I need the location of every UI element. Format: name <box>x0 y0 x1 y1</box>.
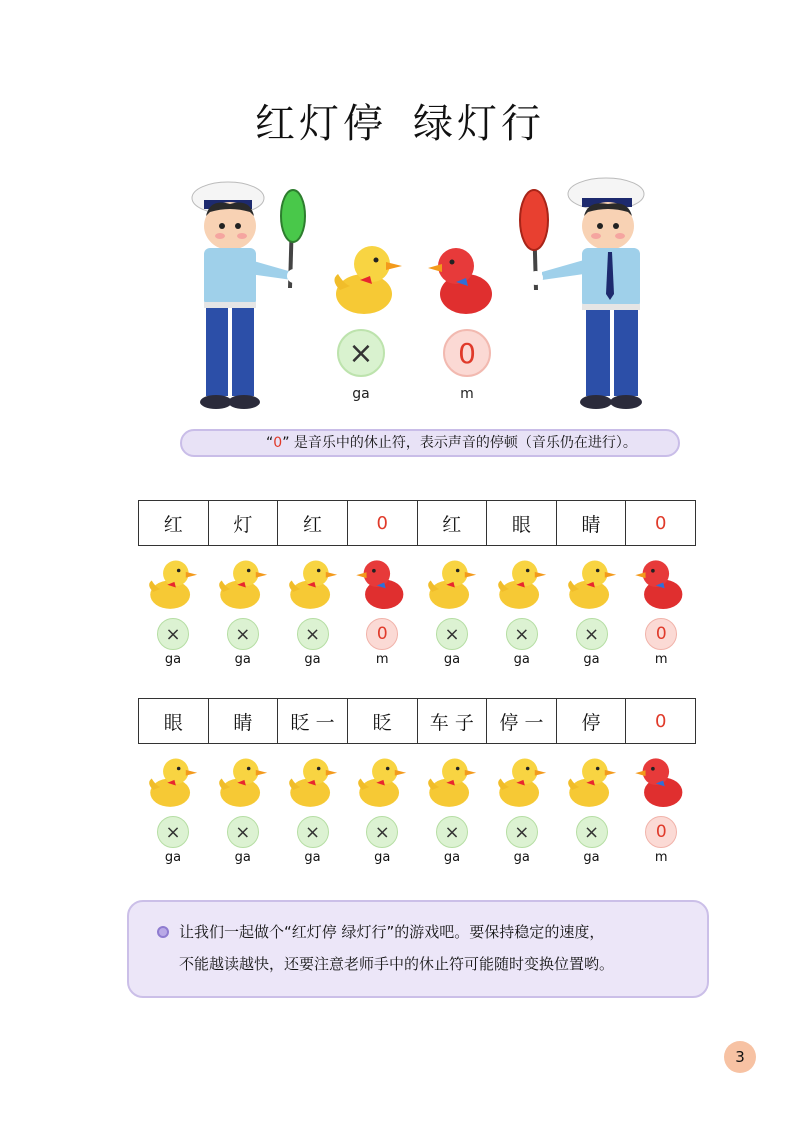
sound-beat <box>208 754 278 865</box>
rest-cell: 0 <box>347 501 417 546</box>
go-beat-circle: × <box>576 816 608 848</box>
yellow-duck-icon <box>425 754 479 810</box>
rest-beat <box>626 556 696 667</box>
rest-symbol-note <box>180 429 680 457</box>
go-beat-circle: × <box>436 618 468 650</box>
word-cell: 眼 <box>139 699 209 744</box>
police-officer-red-sign-illustration <box>512 168 652 416</box>
yellow-duck-icon <box>330 240 406 318</box>
bullet-icon <box>157 926 169 938</box>
rest-beat-circle: 0 <box>645 618 677 650</box>
word-cell: 红 <box>139 501 209 546</box>
note-text: ” 是音乐中的休止符，表示声音的停顿（音乐仍在进行）。 <box>282 435 637 451</box>
red-duck-icon <box>634 754 688 810</box>
sound-beat <box>487 556 557 667</box>
go-beat-circle: × <box>576 618 608 650</box>
go-beat-circle: × <box>227 618 259 650</box>
beat-syllable: m <box>654 850 668 865</box>
word-cell: 红 <box>417 501 487 546</box>
beat-syllable: ga <box>374 850 391 865</box>
go-beat-circle: × <box>366 816 398 848</box>
sound-beat <box>278 754 348 865</box>
red-duck-icon <box>634 556 688 612</box>
word-cell: 眨 一 <box>278 699 348 744</box>
red-duck-icon <box>428 242 498 318</box>
sound-beat <box>138 754 208 865</box>
rest-cell: 0 <box>626 501 696 546</box>
sound-beat <box>557 556 627 667</box>
word-cell: 停 <box>556 699 626 744</box>
instruction-line1 <box>157 916 687 948</box>
yellow-duck-icon <box>286 556 340 612</box>
word-cell: 睛 <box>556 501 626 546</box>
beat-syllable: ga <box>443 652 461 667</box>
instruction-text-1: 让我们一起做个“红灯停 绿灯行”的游戏吧。要保持稳定的速度， <box>179 923 605 941</box>
sound-beat <box>417 556 487 667</box>
rest-beat <box>347 556 417 667</box>
sound-beat <box>347 754 417 865</box>
go-beat-circle: × <box>157 618 189 650</box>
title-part2: 绿灯行 <box>413 101 545 147</box>
instruction-box <box>127 900 709 998</box>
go-symbol: × <box>348 335 374 371</box>
beat-syllable: ga <box>304 652 321 667</box>
police-officer-green-sign-illustration <box>180 168 310 416</box>
rhythm-table-row1 <box>138 500 696 546</box>
beat-syllable: ga <box>164 652 182 667</box>
word-cell: 眼 <box>487 501 557 546</box>
beat-syllable: ga <box>164 850 182 865</box>
sound-beat <box>417 754 487 865</box>
word-cell: 睛 <box>208 699 278 744</box>
rest-beat-circle: 0 <box>645 816 677 848</box>
word-cell: 眨 <box>347 699 417 744</box>
beat-syllable: ga <box>583 652 600 667</box>
go-beat-circle: × <box>436 816 468 848</box>
yellow-duck-icon <box>425 556 479 612</box>
title-part1: 红灯停 <box>255 101 387 147</box>
beat-syllable: ga <box>234 652 251 667</box>
go-beat-circle: × <box>506 816 538 848</box>
rest-cell: 0 <box>626 699 696 744</box>
rest-beat-circle: 0 <box>366 618 398 650</box>
go-syllable: ga <box>352 386 370 402</box>
go-beat-circle: × <box>297 618 329 650</box>
note-quote: “ <box>266 435 274 451</box>
go-beat-circle: × <box>157 816 189 848</box>
yellow-duck-icon <box>565 556 619 612</box>
rest-beat <box>626 754 696 865</box>
go-beat-circle: × <box>297 816 329 848</box>
sound-beat <box>208 556 278 667</box>
rest-syllable: m <box>460 386 474 402</box>
yellow-duck-icon <box>495 754 549 810</box>
beat-syllable: ga <box>304 850 321 865</box>
go-beat-circle: × <box>227 816 259 848</box>
rest-beat-circle <box>443 329 491 377</box>
red-duck-icon <box>355 556 409 612</box>
beat-syllable: ga <box>583 850 600 865</box>
instruction-line2: 不能越读越快，还要注意老师手中的休止符可能随时变换位置哟。 <box>179 955 615 973</box>
yellow-duck-icon <box>146 556 200 612</box>
yellow-duck-icon <box>495 556 549 612</box>
beat-syllable: m <box>375 652 389 667</box>
go-beat-circle: × <box>506 618 538 650</box>
beat-syllable: ga <box>513 652 530 667</box>
word-cell: 灯 <box>208 501 278 546</box>
word-cell: 车 子 <box>417 699 487 744</box>
yellow-duck-icon <box>565 754 619 810</box>
beat-syllable: m <box>654 652 668 667</box>
yellow-duck-icon <box>286 754 340 810</box>
word-cell: 红 <box>278 501 348 546</box>
word-cell: 停 一 <box>487 699 557 744</box>
page-number: 3 <box>724 1041 756 1073</box>
rhythm-table-row2 <box>138 698 696 744</box>
yellow-duck-icon <box>355 754 409 810</box>
beat-syllable: ga <box>513 850 530 865</box>
sound-beat <box>487 754 557 865</box>
yellow-duck-icon <box>216 754 270 810</box>
sound-beat <box>138 556 208 667</box>
sound-beat <box>278 556 348 667</box>
yellow-duck-icon <box>216 556 270 612</box>
beat-syllable: ga <box>234 850 251 865</box>
sound-beat <box>557 754 627 865</box>
yellow-duck-icon <box>146 754 200 810</box>
page-title <box>0 92 800 149</box>
note-rest-symbol: 0 <box>273 435 283 451</box>
go-beat-circle <box>337 329 385 377</box>
beat-syllable: ga <box>443 850 461 865</box>
rest-symbol: 0 <box>458 336 476 370</box>
